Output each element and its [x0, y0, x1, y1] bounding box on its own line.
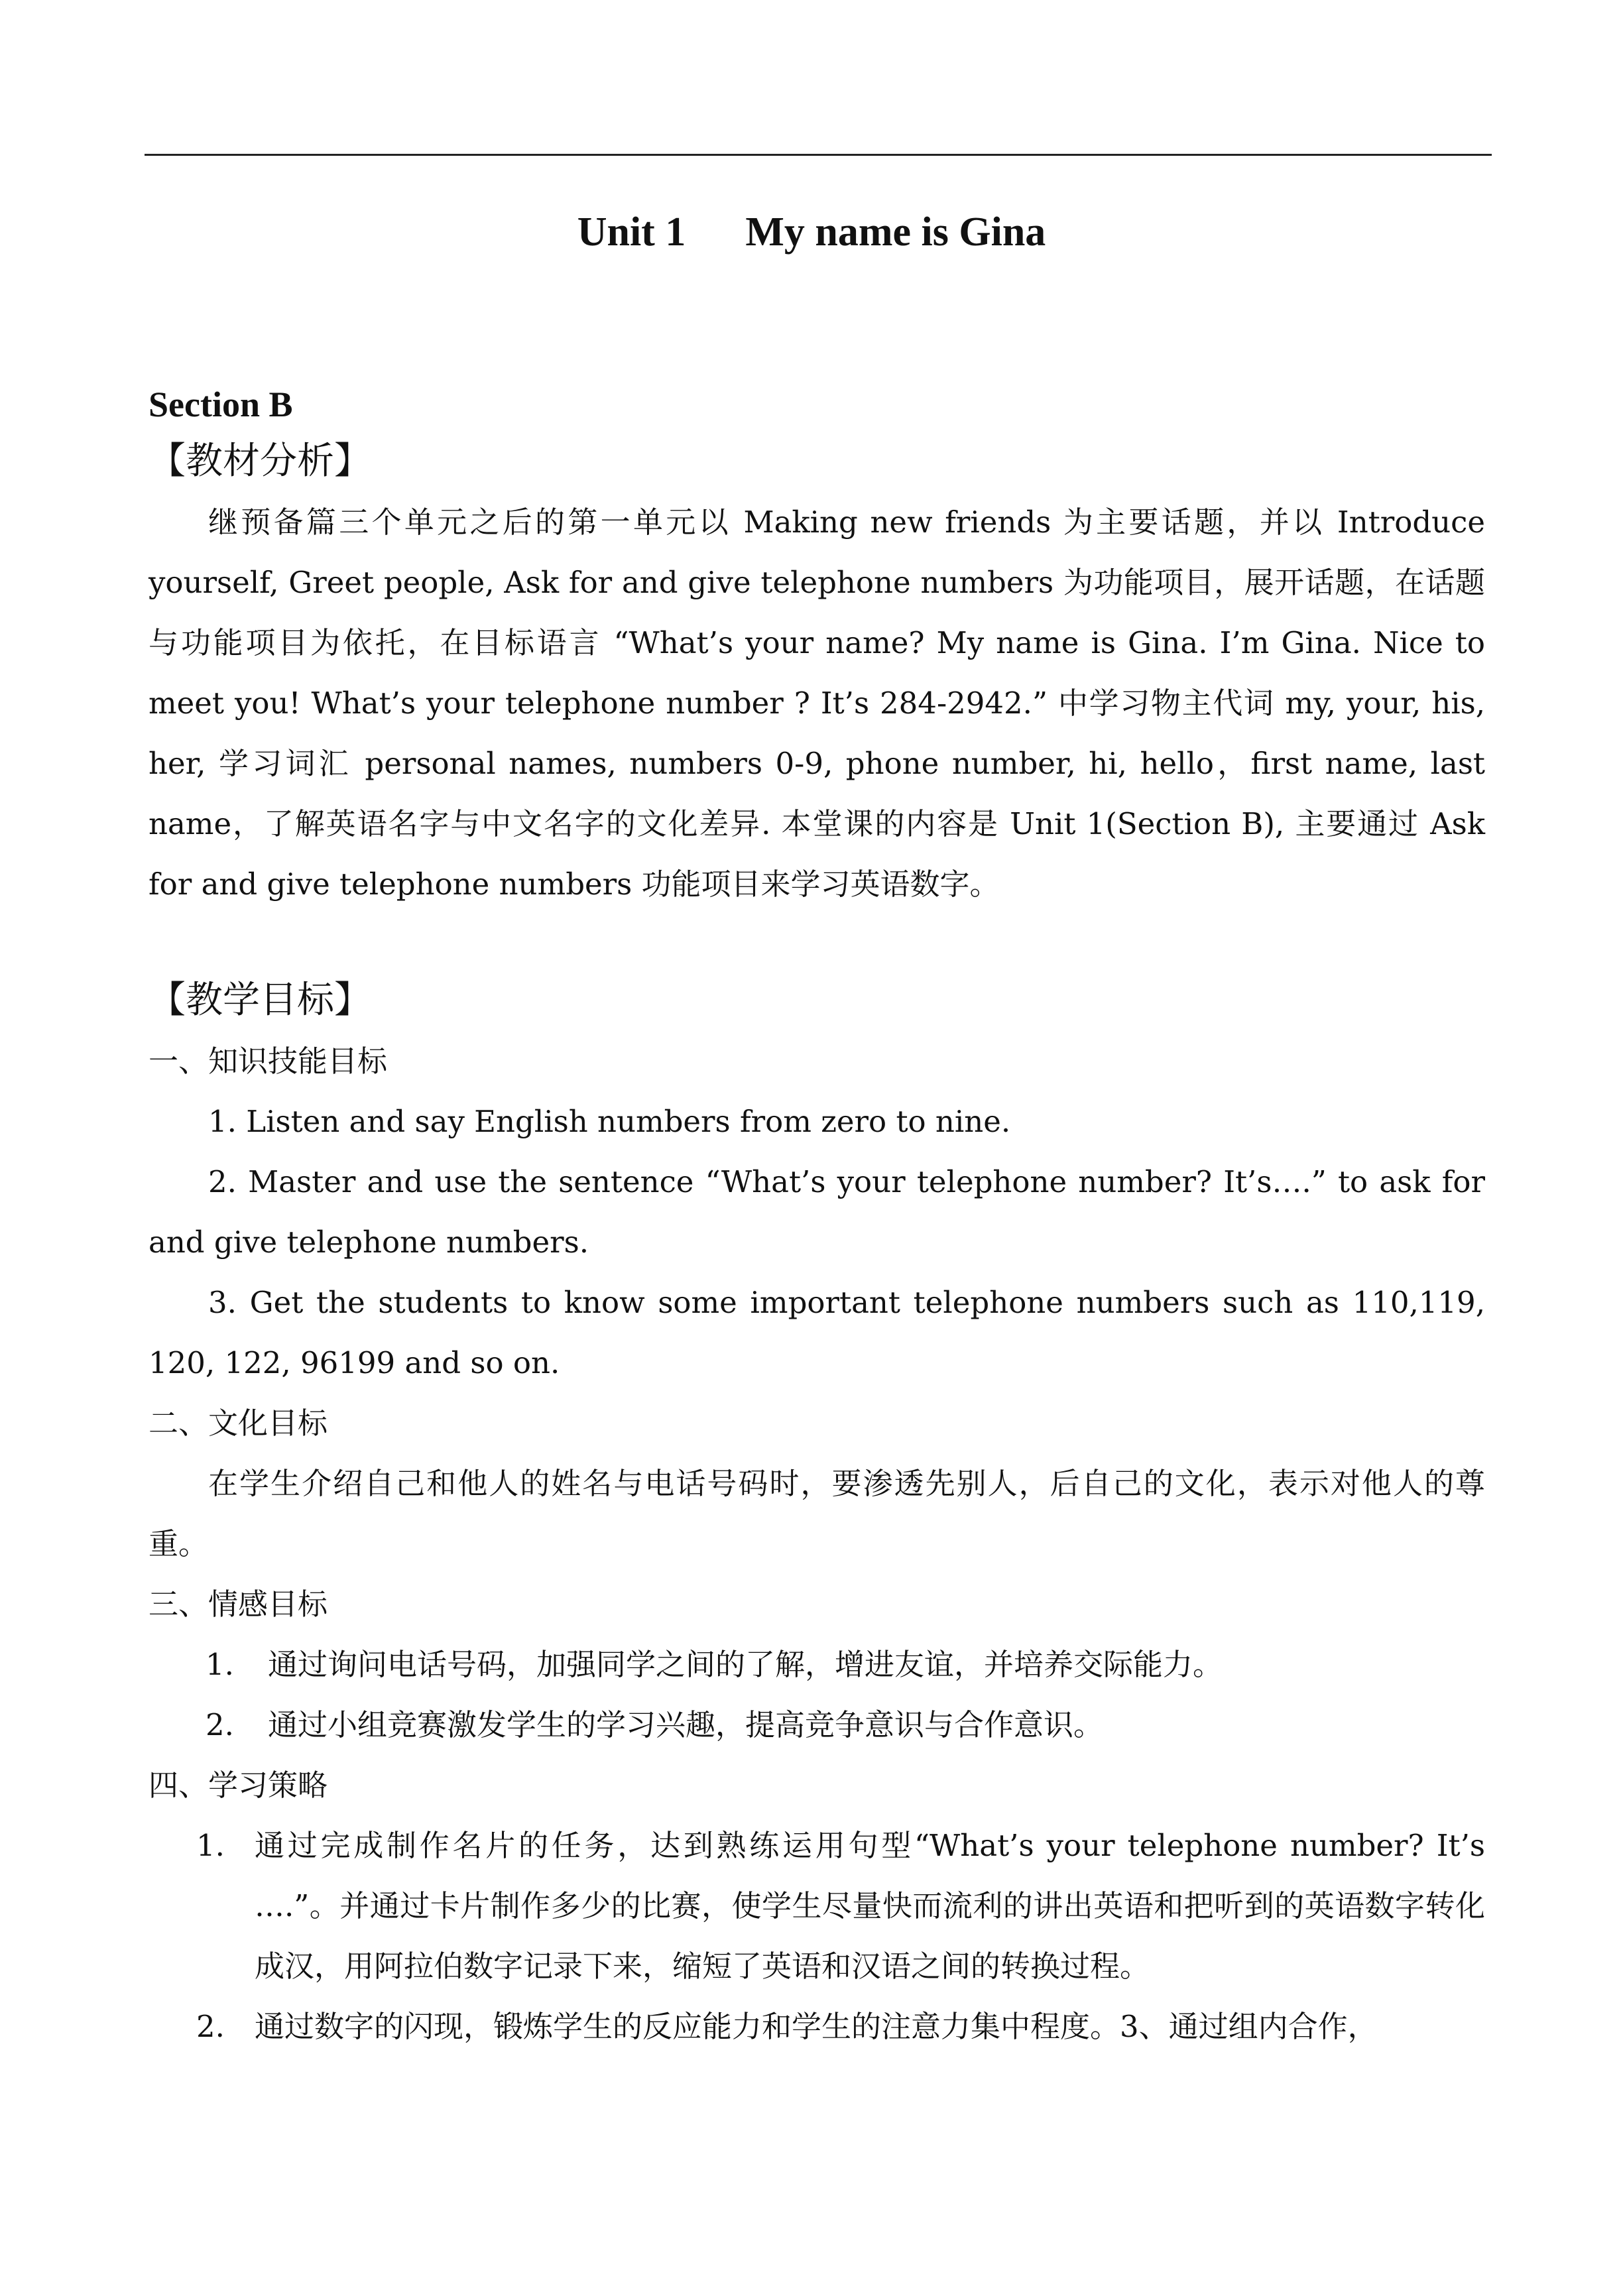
- strategy-item: [149, 1815, 1485, 1996]
- analysis-heading: 【教材分析】: [149, 440, 371, 483]
- header-rule: [145, 154, 1492, 156]
- strategy-heading: 四、学习策略: [149, 1768, 328, 1803]
- emotion-item: [149, 1695, 1485, 1755]
- document-body: [149, 378, 1485, 2057]
- emotion-item-number: 1.: [206, 1647, 234, 1682]
- knowledge-item: 2. Master and use the sentence “What’s your telephone number? It’s….” to ask for and give telephone numbers.: [149, 1164, 1485, 1260]
- emotion-item-text: 通过小组竞赛激发学生的学习兴趣，提高竞争意识与合作意识。: [268, 1707, 1104, 1742]
- strategy-item-number: 2.: [196, 2009, 225, 2044]
- emotion-item-text: 通过询问电话号码，加强同学之间的了解，增进友谊，并培养交际能力。: [268, 1647, 1223, 1682]
- emotion-item-number: 2.: [206, 1707, 234, 1742]
- strategy-item: [149, 1996, 1485, 2057]
- page-title: [0, 199, 1623, 265]
- knowledge-item: 3. Get the students to know some important telephone numbers such as 110,119, 120, 122, 96199 and so on.: [149, 1285, 1485, 1380]
- title-unit: Unit 1: [577, 210, 686, 255]
- title-name: My name is Gina: [745, 210, 1046, 255]
- strategy-item-text: 通过完成制作名片的任务，达到熟练运用句型“What’s your telephone number? It’s ….”。并通过卡片制作多少的比赛，使学生尽量快而流利的讲出英语和把听到的英语数字转化成汉，用阿拉伯数字记录下来，缩短了英语和汉语之间的转换过程。: [255, 1828, 1485, 1984]
- objectives-heading: 【教学目标】: [149, 979, 371, 1022]
- strategy-item-text: 通过数字的闪现，锻炼学生的反应能力和学生的注意力集中程度。3、通过组内合作，: [255, 2009, 1378, 2044]
- culture-paragraph: 在学生介绍自己和他人的姓名与电话号码时，要渗透先别人，后自己的文化，表示对他人的尊重。: [149, 1466, 1485, 1561]
- emotion-item: [149, 1634, 1485, 1695]
- strategy-item-number: 1.: [196, 1828, 225, 1863]
- knowledge-heading: 一、知识技能目标: [149, 1044, 388, 1079]
- culture-heading: 二、文化目标: [149, 1406, 328, 1441]
- analysis-paragraph: 继预备篇三个单元之后的第一单元以 Making new friends 为主要话题，并以 Introduce yourself, Greet people, Ask for and give telephone numbers 为功能项目，展开话题，在话题与功能项目为依托，在目标语言 “What’s your name? My name is Gina. I’m Gina. Nice to meet you! What’s your telephone number ? It’s 284-2942.” 中学习物主代词 my, your, his, her, 学习词汇 personal names, numbers 0-9, phone number, hi, hello，first name, last name，了解英语名字与中文名字的文化差异. 本堂课的内容是 Unit 1(Section B), 主要通过 Ask for and give telephone numbers 功能项目来学习英语数字。: [149, 505, 1485, 902]
- knowledge-item: 1. Listen and say English numbers from zero to nine.: [208, 1104, 1011, 1139]
- emotion-heading: 三、情感目标: [149, 1587, 328, 1622]
- section-heading: Section B: [149, 385, 293, 424]
